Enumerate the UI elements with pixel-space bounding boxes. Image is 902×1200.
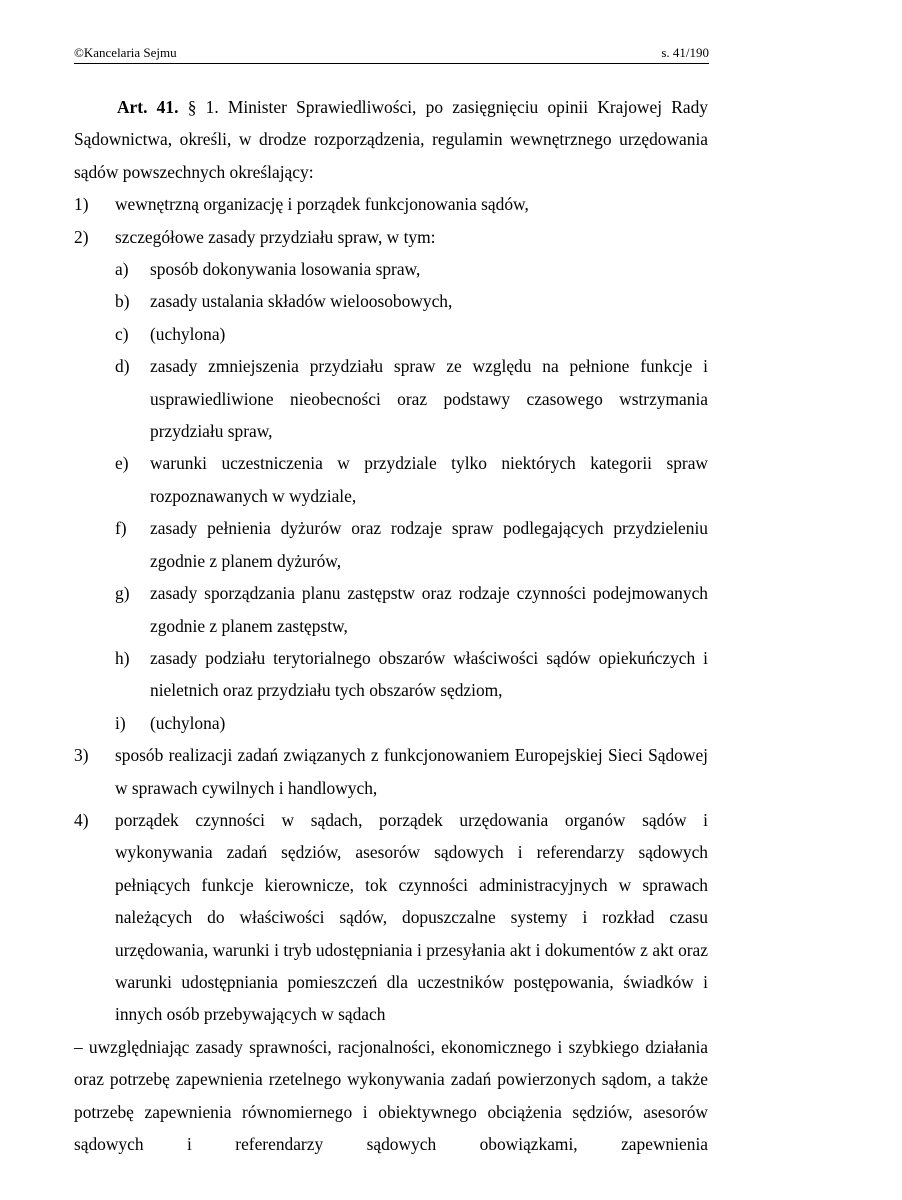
list-item	[74, 804, 708, 1031]
sub-list-item	[74, 350, 708, 447]
subitem-text: (uchylona)	[150, 323, 226, 344]
subitem-letter: d)	[115, 356, 130, 377]
subitem-letter: e)	[115, 453, 129, 474]
item-text: wewnętrzną organizację i porządek funkcjonowania sądów,	[115, 194, 529, 215]
subitem-letter: i)	[115, 712, 126, 733]
subitem-letter: b)	[115, 291, 130, 312]
subitem-text: zasady sporządzania planu zastępstw oraz rodzaje czynności podejmowanych zgodnie z planem zastępstw,	[150, 583, 708, 636]
item-number: 1)	[74, 194, 89, 215]
article-intro-text: § 1. Minister Sprawiedliwości, po zasięgnięciu opinii Krajowej Rady Sądownictwa, określi, w drodze rozporządzenia, regulamin wewnętrznego urzędowania sądów powszechnych określający:	[74, 97, 708, 182]
item-number: 3)	[74, 745, 89, 766]
list-item	[74, 188, 708, 220]
sub-list-item	[74, 707, 708, 739]
subitem-text: (uchylona)	[150, 712, 226, 733]
item-text: porządek czynności w sądach, porządek urzędowania organów sądów i wykonywania zadań sędziów, asesorów sądowych i referendarzy sądowych pełniących funkcje kierownicze, tok czynności administracyjnych w sprawach należących do właściwości sądów, dopuszczalne systemy i rozkład czasu urzędowania, warunki i tryb udostępniania i przesyłania akt i dokumentów z akt oraz warunki udostępniania pomieszczeń dla uczestników postępowania, świadków i innych osób przebywających w sądach	[115, 809, 708, 1025]
page-number: s. 41/190	[661, 45, 709, 60]
list-item	[74, 739, 708, 804]
subitem-text: zasady podziału terytorialnego obszarów właściwości sądów opiekuńczych i nieletnich oraz przydziału tych obszarów sędziom,	[150, 647, 708, 701]
subitem-text: sposób dokonywania losowania spraw,	[150, 259, 421, 280]
subitem-text: warunki uczestniczenia w przydziale tylko niektórych kategorii spraw rozpoznawanych w wydziale,	[150, 453, 708, 506]
sub-list-item	[74, 253, 708, 285]
article-closing: – uwzględniając zasady sprawności, racjonalności, ekonomicznego i szybkiego działania oraz potrzebę zapewnienia rzetelnego wykonywania zadań powierzonych sądom, a także potrzebę zapewnienia równomiernego i obiektywnego obciążenia sędziów, asesorów sądowych i referendarzy sądowych obowiązkami, zapewnienia	[74, 1036, 708, 1154]
subitem-text: zasady zmniejszenia przydziału spraw ze względu na pełnione funkcje i usprawiedliwione nieobecności oraz podstawy czasowego wstrzymania przydziału spraw,	[150, 356, 708, 442]
subitem-letter: h)	[115, 647, 130, 668]
list-item	[74, 221, 708, 253]
subitem-letter: g)	[115, 583, 130, 604]
header-source: ©Kancelaria Sejmu	[74, 45, 177, 60]
sub-list-item	[74, 447, 708, 512]
subitem-text: zasady pełnienia dyżurów oraz rodzaje spraw podlegających przydzieleniu zgodnie z planem dyżurów,	[150, 518, 708, 571]
subitem-text: zasady ustalania składów wieloosobowych,	[150, 291, 453, 312]
item-number: 4)	[74, 809, 89, 830]
subitem-letter: c)	[115, 323, 129, 344]
document-body	[74, 91, 708, 1160]
item-text: sposób realizacji zadań związanych z funkcjonowaniem Europejskiej Sieci Sądowej w sprawach cywilnych i handlowych,	[115, 745, 708, 798]
subitem-letter: f)	[115, 518, 127, 539]
sub-list-item	[74, 285, 708, 317]
sub-list-item	[74, 318, 708, 350]
article-intro	[74, 91, 708, 188]
sub-list-item	[74, 577, 708, 642]
article-label: Art. 41.	[117, 97, 179, 117]
item-text: szczegółowe zasady przydziału spraw, w tym:	[115, 226, 436, 247]
subitem-letter: a)	[115, 259, 129, 280]
sub-list-item	[74, 642, 708, 707]
sub-list-item	[74, 512, 708, 577]
item-number: 2)	[74, 226, 89, 247]
page-header	[74, 44, 709, 64]
